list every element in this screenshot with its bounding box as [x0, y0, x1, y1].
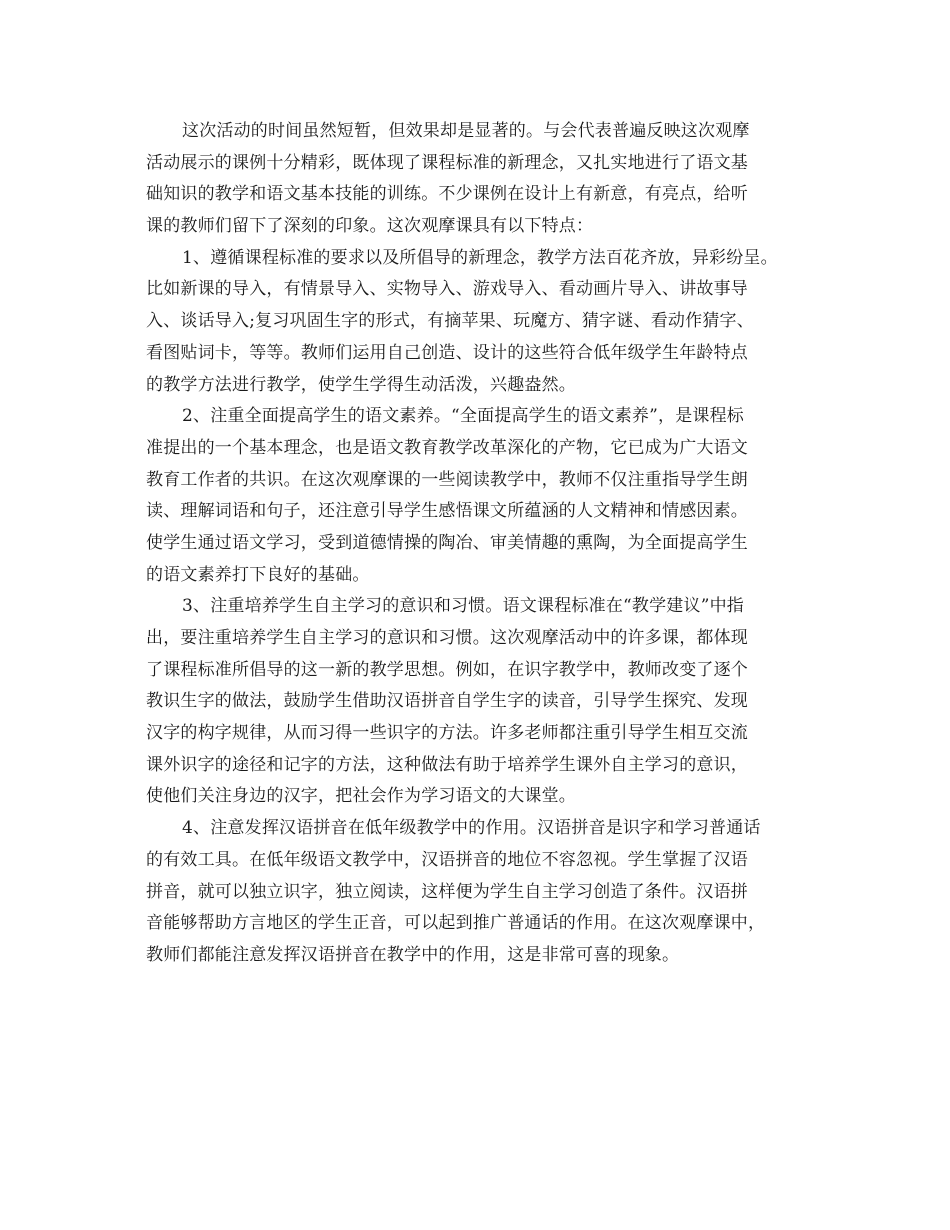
- paragraph-4-line-7: 使他们关注身边的汉字，把社会作为学习语文的大课堂。: [146, 786, 576, 807]
- paragraph-5-line-2: 的有效工具。在低年级语文教学中，汉语拼音的地位不容忽视。学生掌握了汉语: [146, 849, 748, 870]
- paragraph-4-line-4: 教识生字的做法，鼓励学生借助汉语拼音自学生字的读音，引导学生探究、发现: [146, 691, 748, 712]
- paragraph-4-line-3: 了课程标准所倡导的这一新的教学思想。例如，在识字教学中，教师改变了逐个: [146, 659, 748, 680]
- paragraph-4-line-5: 汉字的构字规律，从而习得一些识字的方法。许多老师都注重引导学生相互交流: [146, 723, 748, 744]
- paragraph-3-line-4: 读、理解词语和句子，还注意引导学生感悟课文所蕴涵的人文精神和情感因素。: [146, 501, 748, 522]
- document-body: [146, 116, 826, 972]
- paragraph-1-line-1: 这次活动的时间虽然短暂，但效果却是显著的。与会代表普遍反映这次观摩: [182, 121, 750, 141]
- paragraph-1-line-4: 课的教师们留下了深刻的印象。这次观摩课具有以下特点：: [146, 216, 594, 237]
- paragraph-5-line-4: 音能够帮助方言地区的学生正音，可以起到推广普通话的作用。在这次观摩课中，: [146, 913, 766, 934]
- paragraph-5-line-1: 4、注意发挥汉语拼音在低年级教学中的作用。汉语拼音是识字和学习普通话: [182, 818, 761, 839]
- paragraph-2-line-4: 看图贴词卡，等等。教师们运用自己创造、设计的这些符合低年级学生年龄特点: [146, 342, 748, 363]
- paragraph-3-line-2: 准提出的一个基本理念，也是语文教育教学改革深化的产物，它已成为广大语文: [146, 437, 748, 458]
- paragraph-3-line-1: 2、注重全面提高学生的语文素养。“全面提高学生的语文素养”，是课程标: [182, 406, 744, 427]
- paragraph-4-line-6: 课外识字的途径和记字的方法，这种做法有助于培养学生课外自主学习的意识，: [146, 754, 748, 775]
- paragraph-4-line-1: 3、注重培养学生自主学习的意识和习惯。语文课程标准在“教学建议”中指: [182, 596, 744, 617]
- paragraph-2-line-1: 1、遵循课程标准的要求以及所倡导的新理念，教学方法百花齐放，异彩纷呈。: [182, 247, 778, 268]
- paragraph-1-line-3: 础知识的教学和语文基本技能的训练。不少课例在设计上有新意，有亮点，给听: [146, 184, 748, 205]
- paragraph-5-line-5: 教师们都能注意发挥汉语拼音在教学中的作用，这是非常可喜的现象。: [146, 944, 680, 965]
- paragraph-2-line-5: 的教学方法进行教学，使学生学得生动活泼，兴趣盎然。: [146, 374, 576, 395]
- paragraph-2-line-3: 入、谈话导入;复习巩固生字的形式，有摘苹果、玩魔方、猜字谜、看动作猜字、: [146, 311, 754, 332]
- paragraph-2-line-2: 比如新课的导入，有情景导入、实物导入、游戏导入、看动画片导入、讲故事导: [146, 279, 748, 300]
- paragraph-3-line-5: 使学生通过语文学习，受到道德情操的陶冶、审美情趣的熏陶，为全面提高学生: [146, 532, 748, 553]
- paragraph-3-line-3: 教育工作者的共识。在这次观摩课的一些阅读教学中，教师不仅注重指导学生朗: [146, 469, 748, 490]
- paragraph-1-line-2: 活动展示的课例十分精彩，既体现了课程标准的新理念，又扎实地进行了语文基: [146, 152, 748, 173]
- paragraph-3-line-6: 的语文素养打下良好的基础。: [146, 564, 370, 585]
- paragraph-4-line-2: 出，要注重培养学生自主学习的意识和习惯。这次观摩活动中的许多课，都体现: [146, 628, 748, 648]
- paragraph-5-line-3: 拼音，就可以独立识字，独立阅读，这样便为学生自主学习创造了条件。汉语拼: [146, 881, 748, 902]
